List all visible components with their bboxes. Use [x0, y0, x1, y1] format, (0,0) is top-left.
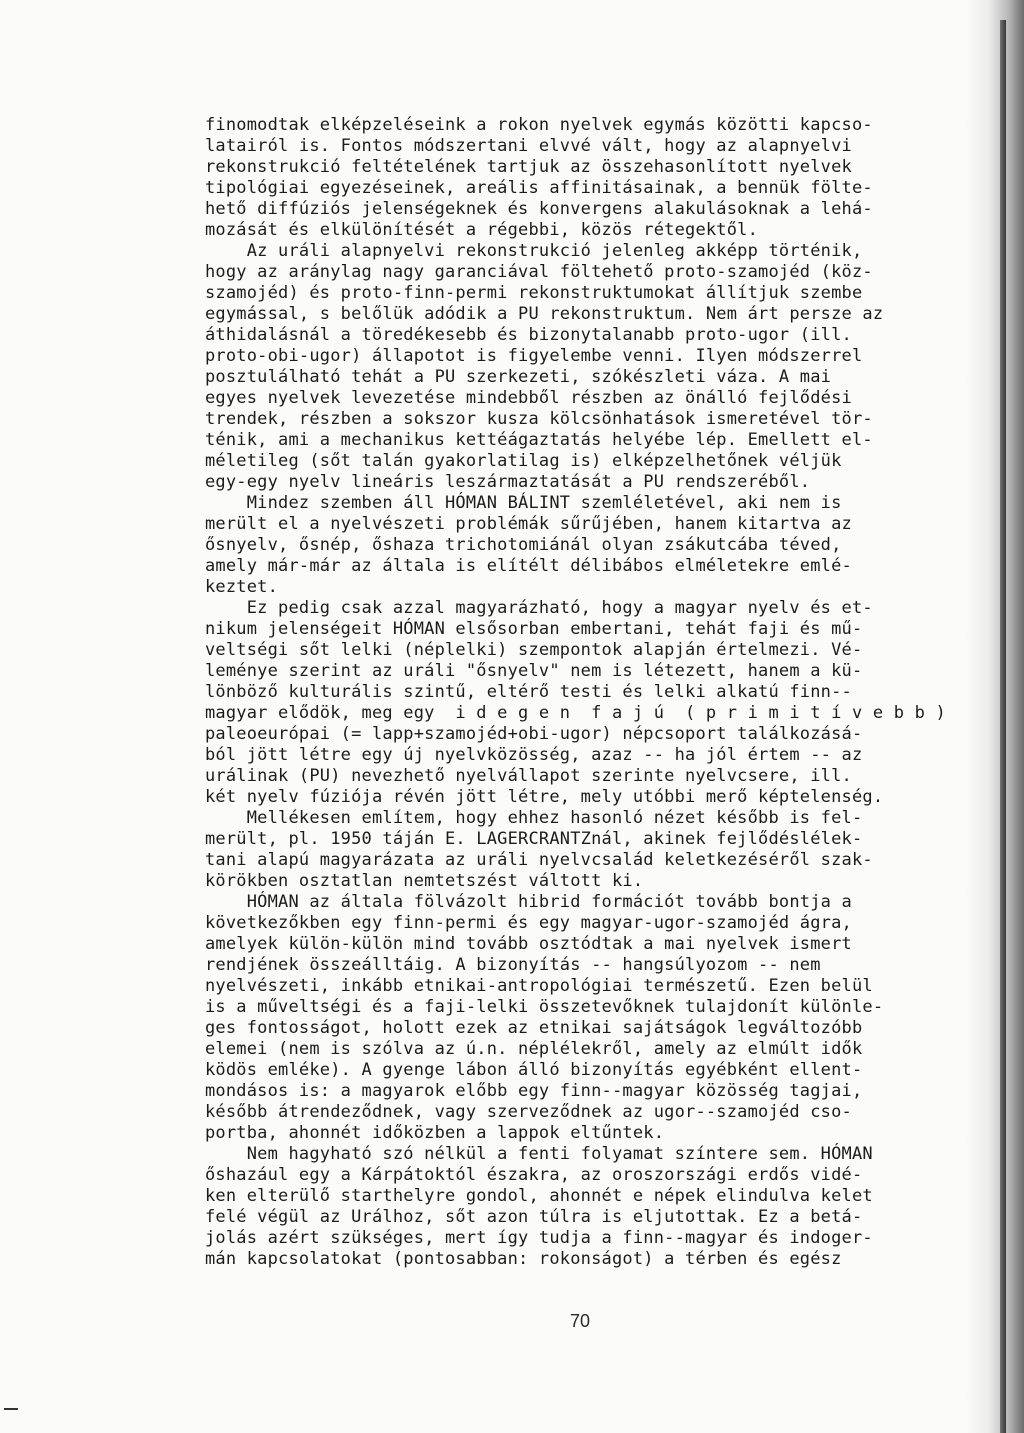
text-line: proto-obi-ugor) állapotot is figyelembe venni. Ilyen módszerrel: [205, 346, 863, 366]
text-line: később átrendeződnek, vagy szerveződnek az ugor--szamojéd cso-: [205, 1102, 852, 1122]
text-line: rekonstrukció feltételének tartjuk az összehasonlított nyelvek: [205, 157, 852, 177]
text-line: ken elterülő starthelyre gondol, ahonnét e népek elindulva kelet: [205, 1186, 873, 1206]
text-line: felé végül az Urálhoz, sőt azon túlra is eljutottak. Ez a betá-: [205, 1207, 863, 1227]
text-line: egyes nyelvek levezetése mindebből részben az önálló fejlődési: [205, 388, 852, 408]
text-line: ősnyelv, ősnép, őshaza trichotomiánál olyan zsákutcába téved,: [205, 535, 842, 555]
text-line: posztulálható tehát a PU szerkezeti, szókészleti váza. A mai: [205, 367, 832, 387]
scan-corner-mark: [4, 1408, 18, 1410]
text-line: ges fontosságot, holott ezek az etnikai sajátságok legváltozóbb: [205, 1018, 863, 1038]
text-line: mán kapcsolatokat (pontosabban: rokonságot) a térben és egész: [205, 1249, 842, 1269]
text-line: nyelvészeti, inkább etnikai-antropológiai természetű. Ezen belül: [205, 976, 873, 996]
text-line: Az uráli alapnyelvi rekonstrukció jelenleg akképp történik,: [205, 241, 863, 261]
text-line: egymással, s belőlük adódik a PU rekonstruktum. Nem árt persze az: [205, 304, 884, 324]
text-line: is a műveltségi és a faji-lelki összetevőknek tulajdonít különle-: [205, 997, 884, 1017]
text-line: mondásos is: a magyarok előbb egy finn--magyar közösség tagjai,: [205, 1081, 863, 1101]
text-line: finomodtak elképzeléseink a rokon nyelvek egymás közötti kapcso-: [205, 115, 873, 135]
text-line: nikum jelenségeit HÓMAN elsősorban embertani, tehát faji és mű-: [205, 619, 863, 639]
text-line: áthidalásnál a töredékesebb és bizonytalanabb proto-ugor (ill.: [205, 325, 852, 345]
text-line: amelyek külön-külön mind tovább osztódtak a mai nyelvek ismert: [205, 934, 852, 954]
text-line: jolás azért szükséges, mert így tudja a finn--magyar és indoger-: [205, 1228, 873, 1248]
text-line: tani alapú magyarázata az uráli nyelvcsalád keletkezéséről szak-: [205, 850, 873, 870]
text-line: lönböző kulturális szintű, eltérő testi és lelki alkatú finn--: [205, 682, 852, 702]
page-number: 70: [569, 1311, 591, 1331]
text-line: ból jött létre egy új nyelvközösség, azaz -- ha jól értem -- az: [205, 745, 863, 765]
text-line: elemei (nem is szólva az ú.n. néplélekről, amely az elmúlt idők: [205, 1039, 863, 1059]
text-line: két nyelv fúziója révén jött létre, mely utóbbi merő képtelenség.: [205, 787, 884, 807]
body-text: [205, 115, 995, 1270]
text-line: trendek, részben a sokszor kusza kölcsönhatások ismeretével tör-: [205, 409, 873, 429]
binding-edge: [1000, 20, 1006, 1433]
text-line: ténik, ami a mechanikus kettéágaztatás helyébe lép. Emellett el-: [205, 430, 873, 450]
text-line: méletileg (sőt talán gyakorlatilag is) elképzelhetőnek véljük: [205, 451, 842, 471]
text-line: következőkben egy finn-permi és egy magyar-ugor-szamojéd ágra,: [205, 913, 852, 933]
text-line: Ez pedig csak azzal magyarázható, hogy a magyar nyelv és et-: [205, 598, 873, 618]
text-line: keztet.: [205, 577, 279, 597]
text-line: mozását és elkülönítését a régebbi, közös rétegektől.: [205, 220, 759, 240]
text-line: Mellékesen említem, hogy ehhez hasonló nézet később is fel-: [205, 808, 863, 828]
text-line: Nem hagyható szó nélkül a fenti folyamat színtere sem. HÓMAN: [205, 1144, 873, 1164]
text-line: portba, ahonnét időközben a lappok eltűntek.: [205, 1123, 665, 1143]
text-line: merült, pl. 1950 táján E. LAGERCRANTZnál, akinek fejlődéslélek-: [205, 829, 863, 849]
text-line: ködös emléke). A gyenge lábon álló bizonyítás egyébként ellent-: [205, 1060, 863, 1080]
text-line: tipológiai egyezéseinek, areális affinitásainak, a bennük fölte-: [205, 178, 873, 198]
text-line: leménye szerint az uráli "ősnyelv" nem is létezett, hanem a kü-: [205, 661, 863, 681]
text-line: körökben osztatlan nemtetszést váltott ki.: [205, 871, 644, 891]
text-line: egy-egy nyelv lineáris leszármaztatását a PU rendszeréből.: [205, 472, 811, 492]
text-line: urálinak (PU) nevezhető nyelvállapot szerinte nyelvcsere, ill.: [205, 766, 852, 786]
text-line: veltségi sőt lelki (néplelki) szempontok alapján értelmezi. Vé-: [205, 640, 863, 660]
text-line: hető diffúziós jelenségeknek és konvergens alakulásoknak a lehá-: [205, 199, 873, 219]
text-line: hogy az aránylag nagy garanciával föltehető proto-szamojéd (köz-: [205, 262, 873, 282]
text-line: paleoeurópai (= lapp+szamojéd+obi-ugor) népcsoport találkozásá-: [205, 724, 863, 744]
text-line: merült el a nyelvészeti problémák sűrűjében, hanem kitartva az: [205, 514, 852, 534]
text-line: amely már-már az általa is elítélt délibábos elméletekre emlé-: [205, 556, 852, 576]
text-line: HÓMAN az általa fölvázolt hibrid formációt tovább bontja a: [205, 892, 852, 912]
text-line: őshazául egy a Kárpátoktól északra, az oroszországi erdős vidé-: [205, 1165, 863, 1185]
text-line: rendjének összeálltáig. A bizonyítás -- hangsúlyozom -- nem: [205, 955, 821, 975]
text-line: latairól is. Fontos módszertani elvvé vált, hogy az alapnyelvi: [205, 136, 852, 156]
text-line: magyar elődök, meg egy i d e g e n f a j ú ( p r i m i t í v e b b ): [205, 703, 946, 723]
text-line: szamojéd) és proto-finn-permi rekonstruktumokat állítjuk szembe: [205, 283, 863, 303]
text-line: Mindez szemben áll HÓMAN BÁLINT szemléletével, aki nem is: [205, 493, 842, 513]
